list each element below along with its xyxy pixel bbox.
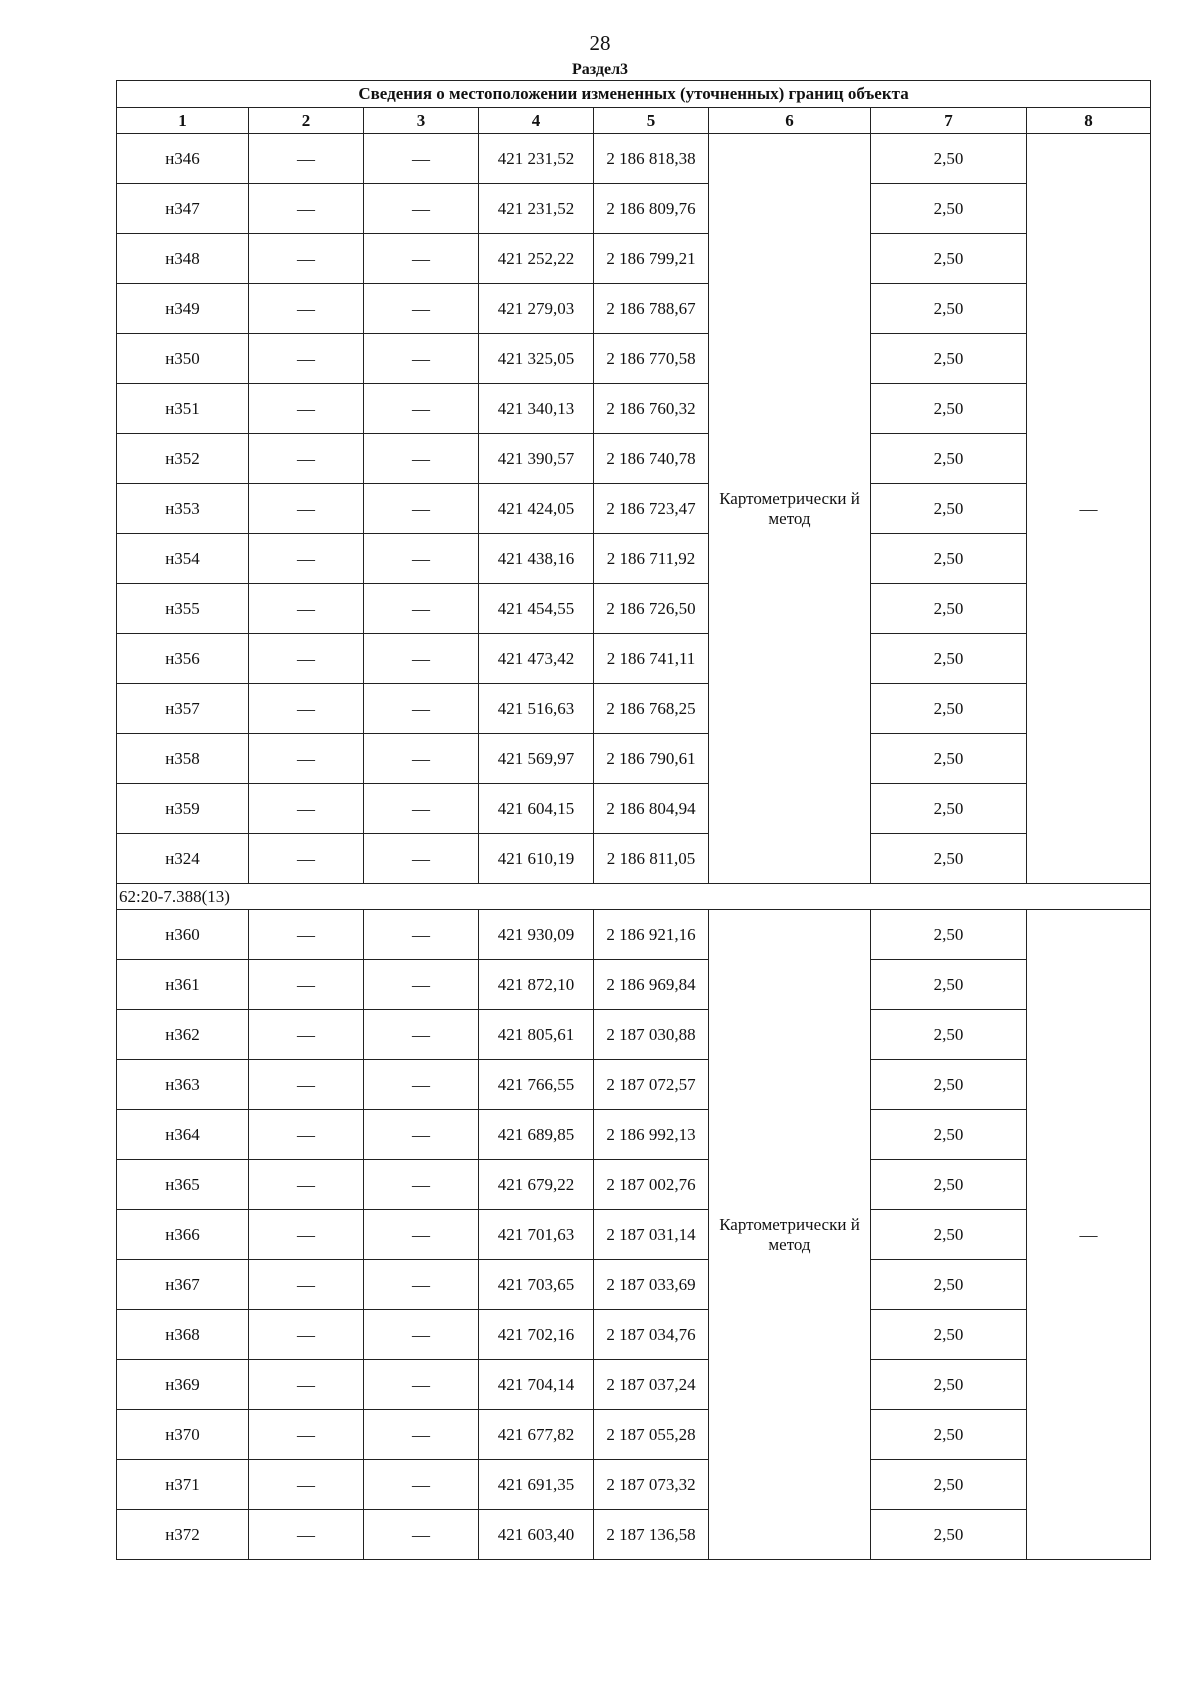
accuracy-cell: 2,50 bbox=[871, 834, 1027, 884]
col2-cell: — bbox=[249, 434, 364, 484]
col3-cell: — bbox=[364, 1360, 479, 1410]
x-coordinate-cell: 421 252,22 bbox=[479, 234, 594, 284]
point-id-cell: н367 bbox=[117, 1260, 249, 1310]
table-row bbox=[117, 834, 1151, 884]
accuracy-cell: 2,50 bbox=[871, 1460, 1027, 1510]
accuracy-cell: 2,50 bbox=[871, 384, 1027, 434]
x-coordinate-cell: 421 702,16 bbox=[479, 1310, 594, 1360]
table-row bbox=[117, 1360, 1151, 1410]
x-coordinate-cell: 421 279,03 bbox=[479, 284, 594, 334]
col3-cell: — bbox=[364, 1460, 479, 1510]
point-id-cell: н371 bbox=[117, 1460, 249, 1510]
accuracy-cell: 2,50 bbox=[871, 1110, 1027, 1160]
col2-cell: — bbox=[249, 1510, 364, 1560]
y-coordinate-cell: 2 187 034,76 bbox=[594, 1310, 709, 1360]
col3-cell: — bbox=[364, 1160, 479, 1210]
accuracy-cell: 2,50 bbox=[871, 1360, 1027, 1410]
col2-cell: — bbox=[249, 1310, 364, 1360]
col3-cell: — bbox=[364, 960, 479, 1010]
col3-cell: — bbox=[364, 684, 479, 734]
point-id-cell: н363 bbox=[117, 1060, 249, 1110]
table-row bbox=[117, 1460, 1151, 1510]
point-id-cell: н365 bbox=[117, 1160, 249, 1210]
col2-cell: — bbox=[249, 234, 364, 284]
col8-cell: — bbox=[1027, 134, 1151, 884]
section-title: Раздел3 bbox=[571, 61, 629, 78]
table-row bbox=[117, 684, 1151, 734]
x-coordinate-cell: 421 454,55 bbox=[479, 584, 594, 634]
point-id-cell: н361 bbox=[117, 960, 249, 1010]
table-row bbox=[117, 960, 1151, 1010]
y-coordinate-cell: 2 187 033,69 bbox=[594, 1260, 709, 1310]
col3-cell: — bbox=[364, 1110, 479, 1160]
table-row bbox=[117, 1260, 1151, 1310]
col3-cell: — bbox=[364, 784, 479, 834]
x-coordinate-cell: 421 516,63 bbox=[479, 684, 594, 734]
table-row bbox=[117, 1510, 1151, 1560]
y-coordinate-cell: 2 187 037,24 bbox=[594, 1360, 709, 1410]
col2-cell: — bbox=[249, 334, 364, 384]
table-row bbox=[117, 584, 1151, 634]
accuracy-cell: 2,50 bbox=[871, 634, 1027, 684]
y-coordinate-cell: 2 186 809,76 bbox=[594, 184, 709, 234]
x-coordinate-cell: 421 677,82 bbox=[479, 1410, 594, 1460]
y-coordinate-cell: 2 186 804,94 bbox=[594, 784, 709, 834]
col2-cell: — bbox=[249, 634, 364, 684]
point-id-cell: н356 bbox=[117, 634, 249, 684]
col3-cell: — bbox=[364, 534, 479, 584]
y-coordinate-cell: 2 186 726,50 bbox=[594, 584, 709, 634]
accuracy-cell: 2,50 bbox=[871, 234, 1027, 284]
col3-cell: — bbox=[364, 834, 479, 884]
table-row bbox=[117, 784, 1151, 834]
x-coordinate-cell: 421 701,63 bbox=[479, 1210, 594, 1260]
accuracy-cell: 2,50 bbox=[871, 584, 1027, 634]
group-subheader-row bbox=[117, 884, 1151, 910]
column-header: 3 bbox=[364, 108, 479, 134]
column-header: 1 bbox=[117, 108, 249, 134]
point-id-cell: н366 bbox=[117, 1210, 249, 1260]
accuracy-cell: 2,50 bbox=[871, 1260, 1027, 1310]
x-coordinate-cell: 421 704,14 bbox=[479, 1360, 594, 1410]
group-subheader: 62:20-7.388(13) bbox=[117, 884, 1151, 910]
column-header: 8 bbox=[1027, 108, 1151, 134]
table-row bbox=[117, 734, 1151, 784]
col3-cell: — bbox=[364, 1060, 479, 1110]
point-id-cell: н360 bbox=[117, 910, 249, 960]
col2-cell: — bbox=[249, 134, 364, 184]
column-header: 5 bbox=[594, 108, 709, 134]
table-row bbox=[117, 334, 1151, 384]
point-id-cell: н324 bbox=[117, 834, 249, 884]
accuracy-cell: 2,50 bbox=[871, 1010, 1027, 1060]
col2-cell: — bbox=[249, 734, 364, 784]
col3-cell: — bbox=[364, 1010, 479, 1060]
accuracy-cell: 2,50 bbox=[871, 334, 1027, 384]
table-caption-row bbox=[117, 81, 1151, 108]
method-cell: Картометрически й метод bbox=[709, 910, 871, 1560]
table-row bbox=[117, 134, 1151, 184]
col3-cell: — bbox=[364, 1410, 479, 1460]
point-id-cell: н369 bbox=[117, 1360, 249, 1410]
point-id-cell: н354 bbox=[117, 534, 249, 584]
point-id-cell: н351 bbox=[117, 384, 249, 434]
column-header: 4 bbox=[479, 108, 594, 134]
x-coordinate-cell: 421 473,42 bbox=[479, 634, 594, 684]
col2-cell: — bbox=[249, 584, 364, 634]
col2-cell: — bbox=[249, 1110, 364, 1160]
accuracy-cell: 2,50 bbox=[871, 534, 1027, 584]
point-id-cell: н355 bbox=[117, 584, 249, 634]
accuracy-cell: 2,50 bbox=[871, 434, 1027, 484]
y-coordinate-cell: 2 186 760,32 bbox=[594, 384, 709, 434]
point-id-cell: н359 bbox=[117, 784, 249, 834]
accuracy-cell: 2,50 bbox=[871, 684, 1027, 734]
table-row bbox=[117, 634, 1151, 684]
col3-cell: — bbox=[364, 134, 479, 184]
col3-cell: — bbox=[364, 584, 479, 634]
col3-cell: — bbox=[364, 1310, 479, 1360]
y-coordinate-cell: 2 186 723,47 bbox=[594, 484, 709, 534]
point-id-cell: н372 bbox=[117, 1510, 249, 1560]
col2-cell: — bbox=[249, 1460, 364, 1510]
point-id-cell: н358 bbox=[117, 734, 249, 784]
col3-cell: — bbox=[364, 234, 479, 284]
accuracy-cell: 2,50 bbox=[871, 284, 1027, 334]
table-row bbox=[117, 234, 1151, 284]
y-coordinate-cell: 2 186 711,92 bbox=[594, 534, 709, 584]
y-coordinate-cell: 2 186 770,58 bbox=[594, 334, 709, 384]
point-id-cell: н362 bbox=[117, 1010, 249, 1060]
x-coordinate-cell: 421 569,97 bbox=[479, 734, 594, 784]
x-coordinate-cell: 421 424,05 bbox=[479, 484, 594, 534]
x-coordinate-cell: 421 872,10 bbox=[479, 960, 594, 1010]
y-coordinate-cell: 2 186 741,11 bbox=[594, 634, 709, 684]
x-coordinate-cell: 421 603,40 bbox=[479, 1510, 594, 1560]
y-coordinate-cell: 2 186 768,25 bbox=[594, 684, 709, 734]
col2-cell: — bbox=[249, 1210, 364, 1260]
x-coordinate-cell: 421 691,35 bbox=[479, 1460, 594, 1510]
accuracy-cell: 2,50 bbox=[871, 1510, 1027, 1560]
table-row bbox=[117, 910, 1151, 960]
point-id-cell: н347 bbox=[117, 184, 249, 234]
accuracy-cell: 2,50 bbox=[871, 1410, 1027, 1460]
x-coordinate-cell: 421 766,55 bbox=[479, 1060, 594, 1110]
table-caption: Сведения о местоположении измененных (уточненных) границ объекта bbox=[117, 81, 1151, 108]
col3-cell: — bbox=[364, 734, 479, 784]
col2-cell: — bbox=[249, 534, 364, 584]
col3-cell: — bbox=[364, 1210, 479, 1260]
accuracy-cell: 2,50 bbox=[871, 960, 1027, 1010]
table-row bbox=[117, 1210, 1151, 1260]
y-coordinate-cell: 2 187 002,76 bbox=[594, 1160, 709, 1210]
accuracy-cell: 2,50 bbox=[871, 484, 1027, 534]
accuracy-cell: 2,50 bbox=[871, 910, 1027, 960]
x-coordinate-cell: 421 438,16 bbox=[479, 534, 594, 584]
x-coordinate-cell: 421 390,57 bbox=[479, 434, 594, 484]
col2-cell: — bbox=[249, 1410, 364, 1460]
table-row bbox=[117, 284, 1151, 334]
y-coordinate-cell: 2 186 790,61 bbox=[594, 734, 709, 784]
accuracy-cell: 2,50 bbox=[871, 734, 1027, 784]
col3-cell: — bbox=[364, 910, 479, 960]
accuracy-cell: 2,50 bbox=[871, 1310, 1027, 1360]
col3-cell: — bbox=[364, 634, 479, 684]
col2-cell: — bbox=[249, 784, 364, 834]
col3-cell: — bbox=[364, 284, 479, 334]
col3-cell: — bbox=[364, 1260, 479, 1310]
point-id-cell: н368 bbox=[117, 1310, 249, 1360]
column-header: 7 bbox=[871, 108, 1027, 134]
table-body bbox=[117, 81, 1151, 1560]
point-id-cell: н364 bbox=[117, 1110, 249, 1160]
col2-cell: — bbox=[249, 684, 364, 734]
accuracy-cell: 2,50 bbox=[871, 134, 1027, 184]
col2-cell: — bbox=[249, 1010, 364, 1060]
y-coordinate-cell: 2 186 740,78 bbox=[594, 434, 709, 484]
table-row bbox=[117, 1060, 1151, 1110]
x-coordinate-cell: 421 231,52 bbox=[479, 184, 594, 234]
col2-cell: — bbox=[249, 1360, 364, 1410]
col2-cell: — bbox=[249, 1060, 364, 1110]
x-coordinate-cell: 421 340,13 bbox=[479, 384, 594, 434]
y-coordinate-cell: 2 187 055,28 bbox=[594, 1410, 709, 1460]
x-coordinate-cell: 421 610,19 bbox=[479, 834, 594, 884]
y-coordinate-cell: 2 186 921,16 bbox=[594, 910, 709, 960]
point-id-cell: н370 bbox=[117, 1410, 249, 1460]
x-coordinate-cell: 421 689,85 bbox=[479, 1110, 594, 1160]
col3-cell: — bbox=[364, 434, 479, 484]
y-coordinate-cell: 2 186 969,84 bbox=[594, 960, 709, 1010]
boundary-coordinates-table bbox=[116, 80, 1151, 1560]
table-row bbox=[117, 184, 1151, 234]
accuracy-cell: 2,50 bbox=[871, 784, 1027, 834]
column-header: 6 bbox=[709, 108, 871, 134]
col2-cell: — bbox=[249, 960, 364, 1010]
y-coordinate-cell: 2 187 031,14 bbox=[594, 1210, 709, 1260]
x-coordinate-cell: 421 805,61 bbox=[479, 1010, 594, 1060]
col2-cell: — bbox=[249, 484, 364, 534]
col8-cell: — bbox=[1027, 910, 1151, 1560]
table-row bbox=[117, 1310, 1151, 1360]
col2-cell: — bbox=[249, 184, 364, 234]
x-coordinate-cell: 421 231,52 bbox=[479, 134, 594, 184]
y-coordinate-cell: 2 187 030,88 bbox=[594, 1010, 709, 1060]
column-header-row bbox=[117, 108, 1151, 134]
col2-cell: — bbox=[249, 1160, 364, 1210]
col2-cell: — bbox=[249, 834, 364, 884]
point-id-cell: н357 bbox=[117, 684, 249, 734]
table-row bbox=[117, 1410, 1151, 1460]
point-id-cell: н350 bbox=[117, 334, 249, 384]
method-cell: Картометрически й метод bbox=[709, 134, 871, 884]
accuracy-cell: 2,50 bbox=[871, 1160, 1027, 1210]
point-id-cell: н348 bbox=[117, 234, 249, 284]
x-coordinate-cell: 421 325,05 bbox=[479, 334, 594, 384]
y-coordinate-cell: 2 187 073,32 bbox=[594, 1460, 709, 1510]
y-coordinate-cell: 2 187 072,57 bbox=[594, 1060, 709, 1110]
col2-cell: — bbox=[249, 284, 364, 334]
x-coordinate-cell: 421 930,09 bbox=[479, 910, 594, 960]
accuracy-cell: 2,50 bbox=[871, 1210, 1027, 1260]
col3-cell: — bbox=[364, 1510, 479, 1560]
x-coordinate-cell: 421 679,22 bbox=[479, 1160, 594, 1210]
point-id-cell: н352 bbox=[117, 434, 249, 484]
y-coordinate-cell: 2 186 788,67 bbox=[594, 284, 709, 334]
col3-cell: — bbox=[364, 484, 479, 534]
col3-cell: — bbox=[364, 184, 479, 234]
y-coordinate-cell: 2 186 992,13 bbox=[594, 1110, 709, 1160]
accuracy-cell: 2,50 bbox=[871, 1060, 1027, 1110]
y-coordinate-cell: 2 186 818,38 bbox=[594, 134, 709, 184]
x-coordinate-cell: 421 703,65 bbox=[479, 1260, 594, 1310]
table-row bbox=[117, 484, 1151, 534]
x-coordinate-cell: 421 604,15 bbox=[479, 784, 594, 834]
point-id-cell: н349 bbox=[117, 284, 249, 334]
y-coordinate-cell: 2 186 811,05 bbox=[594, 834, 709, 884]
table-row bbox=[117, 534, 1151, 584]
col2-cell: — bbox=[249, 1260, 364, 1310]
accuracy-cell: 2,50 bbox=[871, 184, 1027, 234]
col2-cell: — bbox=[249, 910, 364, 960]
col3-cell: — bbox=[364, 384, 479, 434]
column-header: 2 bbox=[249, 108, 364, 134]
point-id-cell: н353 bbox=[117, 484, 249, 534]
table-row bbox=[117, 1160, 1151, 1210]
table-row bbox=[117, 384, 1151, 434]
col2-cell: — bbox=[249, 384, 364, 434]
table-row bbox=[117, 1010, 1151, 1060]
page-number: 28 bbox=[589, 31, 611, 55]
y-coordinate-cell: 2 186 799,21 bbox=[594, 234, 709, 284]
point-id-cell: н346 bbox=[117, 134, 249, 184]
table-row bbox=[117, 1110, 1151, 1160]
y-coordinate-cell: 2 187 136,58 bbox=[594, 1510, 709, 1560]
col3-cell: — bbox=[364, 334, 479, 384]
table-row bbox=[117, 434, 1151, 484]
